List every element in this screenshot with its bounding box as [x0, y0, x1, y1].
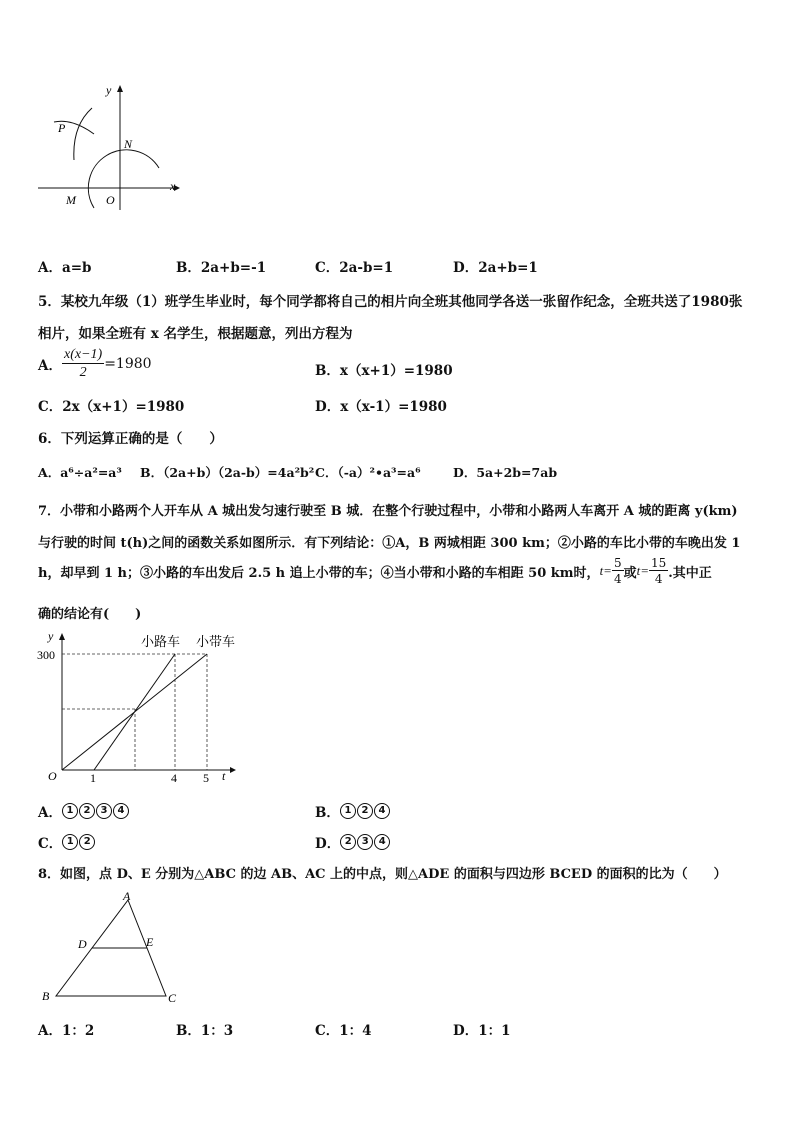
q7-line3-text: h，却早到 1 h；③小路的车出发后 2.5 h 追上小带的车；④当小带和小路的车相距 50 km时， [38, 565, 600, 581]
q5-option-a-label: A． [38, 358, 62, 374]
q7-fraction-1 [612, 557, 624, 585]
q5-option-a-rhs: =1980 [104, 356, 152, 372]
q7-line2: 与行驶的时间 t(h)之间的函数关系如图所示．有下列结论：①A，B 两城相距 300 km；②小路的车比小带的车晚出发 1 [38, 536, 741, 551]
q7-fraction-2-den: 4 [654, 572, 663, 586]
q7-option-d [315, 832, 391, 852]
circled-4: 4 [113, 803, 129, 819]
series-label-xiaodai: 小带车 [196, 635, 236, 650]
circled-2: 2 [357, 803, 373, 819]
q6-option-b: B．（2a+b）（2a-b）=4a²b² [140, 465, 315, 480]
q7-fraction-2 [649, 557, 668, 585]
series-xiaolu [94, 654, 175, 770]
q5-option-a-fraction [62, 348, 104, 380]
circled-2: 2 [340, 834, 356, 850]
q5-option-b: B．x（x+1）=1980 [315, 363, 453, 379]
graph-t-label: t [222, 769, 226, 783]
q6-option-c: C．（-a）²•a³=a⁶ [315, 465, 421, 480]
graph-origin: O [48, 769, 57, 783]
vertex-c: C [168, 991, 177, 1005]
q7-t1: t= [599, 563, 612, 578]
label-o: O [106, 193, 115, 207]
arc-p-2 [74, 108, 92, 160]
label-n: N [124, 137, 133, 151]
q4-option-c: C．2a-b=1 [315, 260, 394, 276]
circled-3: 3 [357, 834, 373, 850]
q8-option-b: B．1：3 [176, 1023, 234, 1039]
q6-option-a: A．a⁶÷a²=a³ [38, 465, 122, 480]
q8-stem: 8．如图，点 D、E 分别为△ABC 的边 AB、AC 上的中点，则△ADE 的面积与四边形 BCED 的面积的比为（ ） [38, 867, 727, 882]
q7-line3 [38, 557, 712, 585]
q6-stem: 6．下列运算正确的是（ ） [38, 431, 223, 447]
circled-2: 2 [79, 834, 95, 850]
label-p: P [58, 121, 66, 135]
y-axis-arrow [117, 85, 123, 92]
y-axis-arrow [59, 633, 65, 640]
q4-figure [34, 82, 184, 212]
q7-option-b-label: B． [315, 805, 340, 821]
q7-t2: t= [636, 563, 649, 578]
q5-option-c: C．2x（x+1）=1980 [38, 399, 185, 415]
q7-option-c-label: C． [38, 836, 63, 852]
q7-line4: 确的结论有( ) [38, 607, 142, 622]
q7-fraction-2-num: 15 [651, 556, 667, 570]
circled-2: 2 [79, 803, 95, 819]
vertex-a: A [123, 889, 131, 903]
q5-stem-line1: 5．某校九年级（1）班学生毕业时，每个同学都将自己的相片向全班其他同学各送一张留作纪念，全班共送了1980张 [38, 294, 743, 310]
vertex-d: D [78, 937, 87, 951]
q4-option-a: A．a=b [38, 260, 92, 276]
q7-option-a [38, 801, 130, 821]
q7-line1: 7．小带和小路两个人开车从 A 城出发匀速行驶至 B 城．在整个行驶过程中，小带和小路两人车离开 A 城的距离 y(km) [38, 504, 738, 519]
q4-option-d: D．2a+b=1 [453, 260, 538, 276]
q7-or: 或 [623, 565, 637, 581]
circled-4: 4 [374, 803, 390, 819]
q7-line3-end: .其中正 [668, 565, 712, 581]
circled-3: 3 [96, 803, 112, 819]
graph-x-tick-4: 4 [171, 771, 177, 784]
circled-1: 1 [62, 834, 78, 850]
circled-1: 1 [340, 803, 356, 819]
q5-option-a [38, 348, 152, 380]
graph-x-tick-1: 1 [90, 771, 96, 784]
q7-option-c [38, 832, 96, 852]
q7-option-b [315, 801, 391, 821]
series-label-xiaolu: 小路车 [141, 635, 181, 650]
q6-option-d: D．5a+2b=7ab [453, 465, 558, 480]
q4-option-b: B．2a+b=-1 [176, 260, 267, 276]
vertex-b: B [42, 989, 50, 1003]
q5-option-d: D．x（x-1）=1980 [315, 399, 447, 415]
graph-y-label: y [48, 629, 54, 643]
graph-x-tick-5: 5 [203, 771, 209, 784]
arc-mn [88, 150, 159, 208]
circled-1: 1 [62, 803, 78, 819]
label-m: M [66, 193, 76, 207]
q8-option-c: C．1：4 [315, 1023, 372, 1039]
q5-stem-line2: 相片，如果全班有 x 名学生，根据题意，列出方程为 [38, 326, 353, 342]
q8-option-d: D．1：1 [453, 1023, 511, 1039]
q7-option-a-label: A． [38, 805, 62, 821]
graph-y-tick-300: 300 [37, 648, 55, 662]
q7-fraction-1-den: 4 [613, 572, 622, 586]
label-y: y [106, 83, 112, 97]
q7-graph [34, 626, 254, 784]
q8-triangle-figure [36, 888, 196, 1010]
q5-fraction-numerator: x(x−1) [63, 347, 103, 362]
label-x: x [170, 179, 176, 193]
q8-option-a: A．1：2 [38, 1023, 95, 1039]
q7-fraction-1-num: 5 [613, 556, 622, 570]
t-axis-arrow [230, 767, 236, 773]
circled-4: 4 [374, 834, 390, 850]
q7-option-d-label: D． [315, 836, 341, 852]
q5-fraction-denominator: 2 [79, 365, 87, 380]
vertex-e: E [146, 935, 154, 949]
